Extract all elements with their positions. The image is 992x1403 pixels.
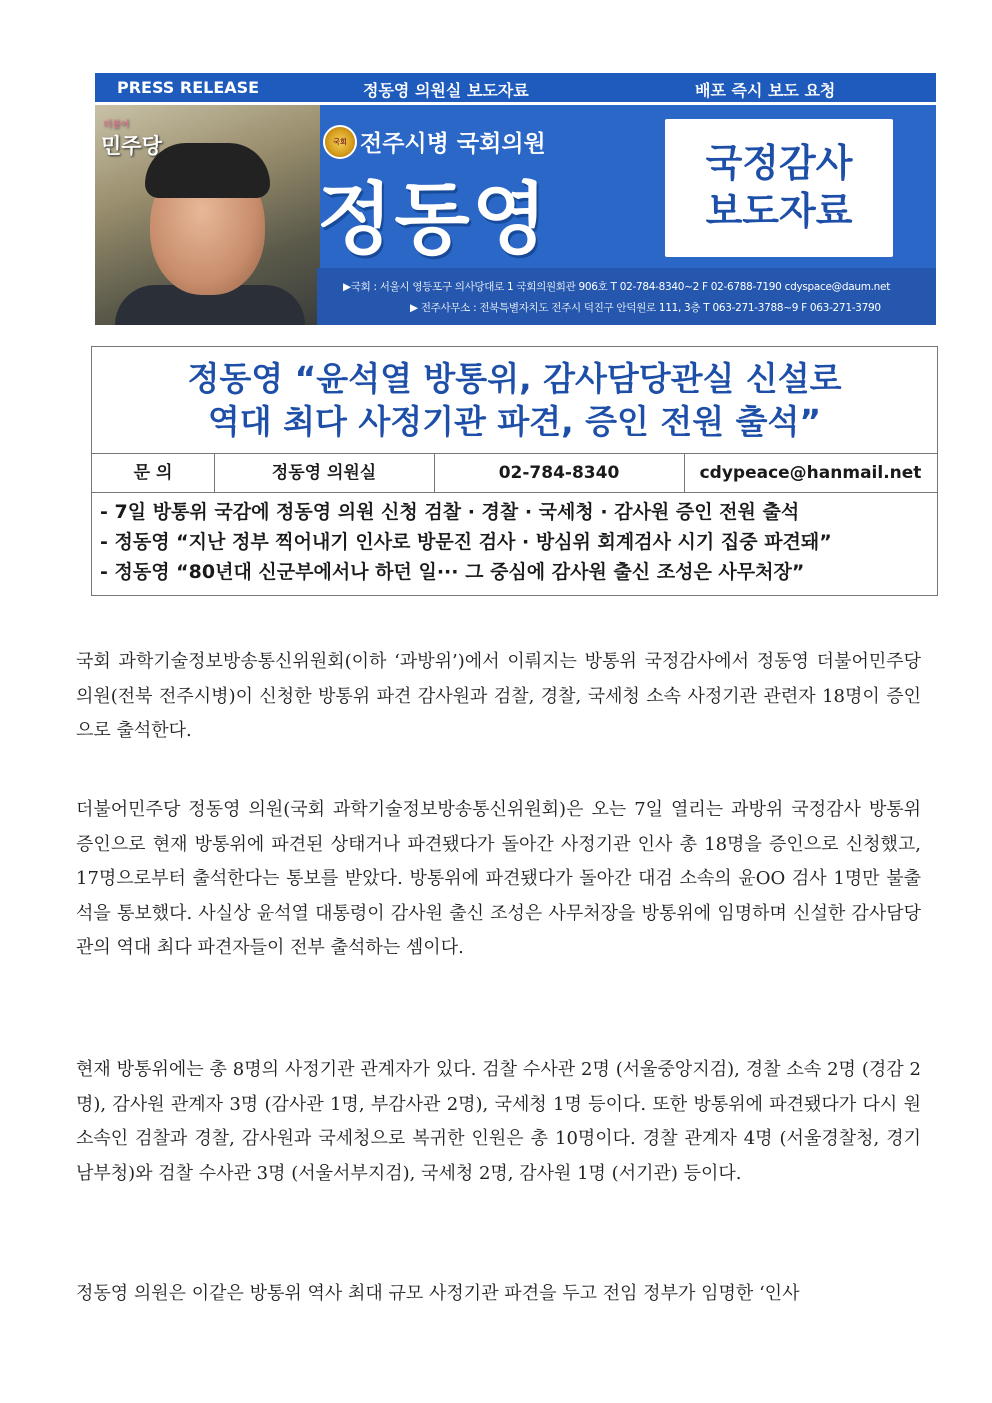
assembly-address: ▶국회 : 서울시 영등포구 의사당대로 1 국회의원회관 906호 T 02-784-8340~2 F 02-6788-7190 cdyspace@daum.net	[343, 281, 891, 293]
summary-bullet: - 7일 방통위 국감에 정동영 의원 신청 검찰 · 경찰 · 국세청 · 감사원 증인 전원 출석	[100, 501, 800, 523]
contact-label: 문 의	[133, 463, 173, 483]
summary-bullet: - 정동영 “80년대 신군부에서나 하던 일··· 그 중심에 감사원 출신 조성은 사무처장”	[100, 561, 805, 583]
office-release-label: 정동영 의원실 보도자료	[363, 81, 529, 100]
national-assembly-seal-icon: 국회	[323, 125, 357, 159]
summary-bullets	[100, 497, 832, 587]
summary-bullet: - 정동영 “지난 정부 찍어내기 인사로 방문진 검사 · 방심위 회계검사 시기 집중 파견돼”	[100, 531, 832, 553]
headline-box	[91, 346, 938, 596]
headline-line-2: 역대 최다 사정기관 파견, 증인 전원 출석”	[207, 402, 822, 441]
lawmaker-name: 정동영	[317, 175, 550, 265]
embargo-label: 배포 즉시 보도 요청	[695, 81, 836, 100]
district-title: 전주시병 국회의원	[360, 131, 546, 157]
audit-press-badge: 국정감사 보도자료	[665, 119, 893, 257]
body-paragraph-2: 더불어민주당 정동영 의원(국회 과학기술정보방송통신위원회)은 오는 7일 열리는 과방위 국정감사 방통위 증인으로 현재 방통위에 파견된 상태거나 파견됐다가 돌아간 사정기관 인사 총 18명을 증인으로 신청했고, 17명으로부터 출석한다는 통보를 받았다. 방통위에 파견됐다가 돌아간 대검 소속의 윤OO 검사 1명만 불출석을 통보했다. 사실상 윤석열 대통령이 감사원 출신 조성은 사무처장을 방통위에 임명하며 신설한 감사담당관의 역대 최다 파견자들이 전부 출석하는 셈이다.	[76, 799, 921, 959]
address-band	[317, 268, 936, 325]
party-logo: 더불어 민주당	[101, 120, 162, 158]
jeonju-office-address: ▶ 전주사무소 : 전북특별자치도 전주시 덕진구 안덕원로 111, 3층 T 063-271-3788~9 F 063-271-3790	[410, 302, 881, 314]
contact-phone: 02-784-8340	[498, 463, 620, 483]
contact-office: 정동영 의원실	[271, 463, 377, 483]
headline	[92, 347, 937, 454]
contact-email: cdypeace@hanmail.net	[699, 463, 922, 483]
headline-line-1: 정동영 “윤석열 방통위, 감사담당관실 신설로	[187, 359, 842, 398]
press-release-label: PRESS RELEASE	[117, 78, 260, 97]
body-paragraph-1: 국회 과학기술정보방송통신위원회(이하 ‘과방위’)에서 이뤄지는 방통위 국정감사에서 정동영 더불어민주당 의원(전북 전주시병)이 신청한 방통위 파견 감사원과 검찰, 경찰, 국세청 소속 사정기관 관련자 18명이 증인으로 출석한다.	[76, 651, 921, 742]
body-paragraph-3: 현재 방통위에는 총 8명의 사정기관 관계자가 있다. 검찰 수사관 2명 (서울중앙지검), 경찰 소속 2명 (경감 2명), 감사원 관계자 3명 (감사관 1명, 부감사관 2명), 국세청 1명 등이다. 또한 방통위에 파견됐다가 다시 원소속인 검찰과 경찰, 감사원과 국세청으로 복귀한 인원은 총 10명이다. 경찰 관계자 4명 (서울경찰청, 경기남부청)와 검찰 수사관 3명 (서울서부지검), 국세청 2명, 감사원 1명 (서기관) 등이다.	[76, 1059, 921, 1184]
lawmaker-banner	[95, 105, 936, 325]
contact-row	[92, 454, 937, 493]
body-paragraph-4: 정동영 의원은 이같은 방통위 역사 최대 규모 사정기관 파견을 두고 전임 정부가 임명한 ‘인사	[76, 1283, 800, 1304]
press-release-bar	[95, 73, 936, 102]
